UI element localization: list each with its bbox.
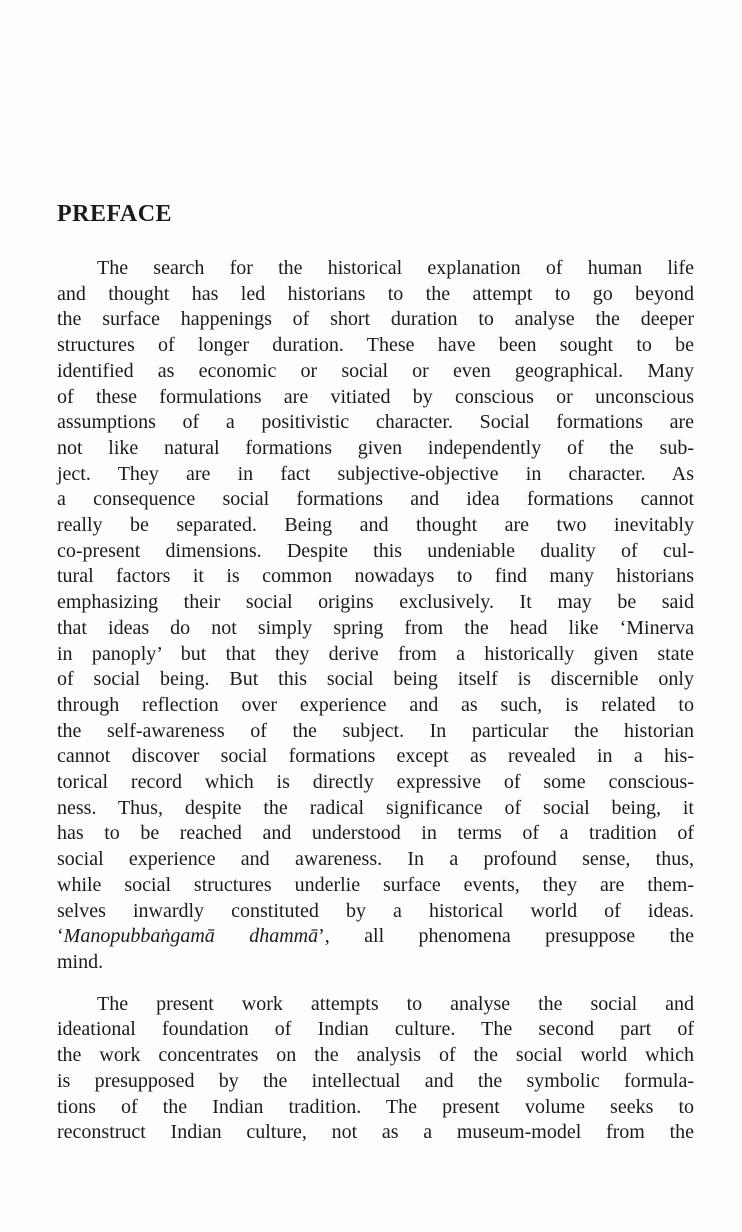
text-line <box>57 616 694 642</box>
text-line <box>57 1043 694 1069</box>
text-segment: while social structures underlie surface events, they are them- <box>57 873 694 896</box>
text-line <box>57 693 694 719</box>
text-line <box>57 385 694 411</box>
text-line <box>57 1017 694 1043</box>
text-segment: co-present dimensions. Despite this undeniable duality of cul- <box>57 539 694 562</box>
text-line <box>57 950 694 976</box>
text-segment: a consequence social formations and idea formations cannot <box>57 488 694 511</box>
text-line <box>57 744 694 770</box>
text-segment: cannot discover social formations except as revealed in a his- <box>57 745 694 768</box>
text-line <box>57 462 694 488</box>
text-line <box>57 821 694 847</box>
text-line <box>57 513 694 539</box>
page-title: PREFACE <box>57 201 173 227</box>
text-segment: social experience and awareness. In a profound sense, thus, <box>57 848 694 871</box>
text-segment: through reflection over experience and as such, is related to <box>57 693 694 716</box>
body-text <box>57 256 694 1146</box>
text-segment: ’, all phenomena presuppose the <box>318 925 694 948</box>
text-line <box>57 539 694 565</box>
text-segment: has to be reached and understood in terms of a tradition of <box>57 822 694 845</box>
text-segment: torical record which is directly expressive of some conscious- <box>57 771 694 794</box>
text-line <box>57 1120 694 1146</box>
text-segment: mind. <box>57 950 104 973</box>
text-line <box>57 873 694 899</box>
text-line <box>57 333 694 359</box>
text-segment: ideational foundation of Indian culture. The second part of <box>57 1018 694 1041</box>
text-line <box>57 410 694 436</box>
text-segment: identified as economic or social or even geographical. Many <box>57 359 694 382</box>
text-line <box>57 487 694 513</box>
text-line <box>57 1069 694 1095</box>
text-segment: and thought has led historians to the attempt to go beyond <box>57 282 694 305</box>
text-line <box>57 770 694 796</box>
text-line <box>57 590 694 616</box>
text-segment: tural factors it is common nowadays to find many historians <box>57 565 694 588</box>
text-line <box>57 924 694 950</box>
text-segment: The search for the historical explanation of human life <box>97 257 694 279</box>
text-segment: ject. They are in fact subjective-objective in character. As <box>57 462 694 485</box>
text-segment: not like natural formations given independently of the sub- <box>57 436 694 459</box>
text-line <box>57 899 694 925</box>
text-segment: really be separated. Being and thought are two inevitably <box>57 514 694 537</box>
text-segment: selves inwardly constituted by a historical world of ideas. <box>57 899 694 922</box>
text-line <box>57 256 694 282</box>
text-line <box>57 719 694 745</box>
text-segment: the self-awareness of the subject. In particular the historian <box>57 719 694 742</box>
text-segment: ness. Thus, despite the radical significance of social being, it <box>57 796 694 819</box>
text-segment: the surface happenings of short duration to analyse the deeper <box>57 308 694 331</box>
text-line <box>57 564 694 590</box>
text-segment: the work concentrates on the analysis of the social world which <box>57 1044 694 1067</box>
text-line <box>57 436 694 462</box>
text-line <box>57 1095 694 1121</box>
text-segment: reconstruct Indian culture, not as a museum-model from the <box>57 1121 694 1144</box>
text-segment: of social being. But this social being itself is discernible only <box>57 668 694 691</box>
paragraph-2 <box>57 992 694 1146</box>
text-segment: tions of the Indian tradition. The present volume seeks to <box>57 1095 694 1118</box>
text-line <box>57 992 694 1018</box>
text-segment: structures of longer duration. These have been sought to be <box>57 334 694 357</box>
text-segment: The present work attempts to analyse the social and <box>97 992 694 1015</box>
text-line <box>57 667 694 693</box>
text-segment: in panoply’ but that they derive from a historically given state <box>57 642 694 665</box>
text-line <box>57 307 694 333</box>
text-line <box>57 282 694 308</box>
text-block <box>57 201 694 1146</box>
paragraph-1 <box>57 256 694 976</box>
italic-pali-phrase: Manopubbaṅgamā dhammā <box>63 925 319 948</box>
text-line <box>57 847 694 873</box>
text-segment: emphasizing their social origins exclusively. It may be said <box>57 591 694 614</box>
text-segment: that ideas do not simply spring from the head like ‘Minerva <box>57 616 694 639</box>
text-line <box>57 359 694 385</box>
text-line <box>57 642 694 668</box>
text-segment: ‘ <box>57 925 64 948</box>
text-line <box>57 796 694 822</box>
text-segment: assumptions of a positivistic character. Social formations are <box>57 411 694 434</box>
text-segment: is presupposed by the intellectual and the symbolic formula- <box>57 1069 694 1092</box>
text-segment: of these formulations are vitiated by conscious or unconscious <box>57 385 694 408</box>
